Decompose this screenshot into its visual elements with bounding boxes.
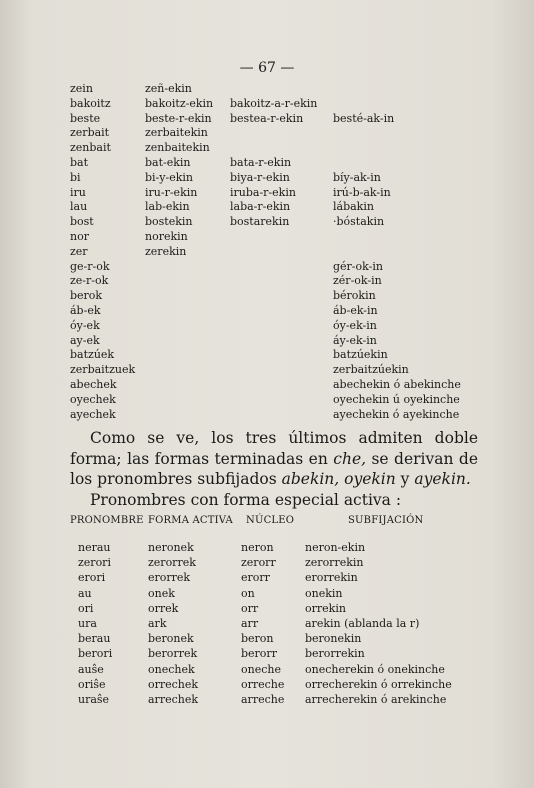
suffix-row-cell: bostarekin	[230, 215, 290, 229]
suffix-row-cell	[145, 334, 230, 349]
suffix-row	[70, 304, 461, 319]
suffix-row-cell: ·bóstakin	[333, 215, 385, 229]
suffix-row	[70, 126, 461, 141]
suffix-row-cell	[145, 289, 230, 304]
suffix-row-cell: bakoitz	[70, 96, 111, 110]
pronoun-row-cell: orrecherekin ó orrekinche	[305, 677, 452, 691]
suffix-row-cell	[145, 304, 230, 319]
pronoun-row-cell: oriŝe	[78, 677, 106, 691]
suffix-row-cell: zein	[70, 82, 93, 95]
suffix-row-cell: nor	[70, 229, 89, 243]
suffix-row-cell: ge-r-ok	[70, 259, 110, 273]
suffix-row-cell	[333, 245, 461, 260]
suffix-row	[70, 334, 461, 349]
header-nucleo: NÚCLEO	[246, 515, 295, 526]
pronoun-row-cell: arekin (ablanda la r)	[305, 617, 420, 631]
pronoun-row-cell: beron	[241, 632, 274, 646]
suffix-row-cell: ayechekin ó ayekinche	[333, 407, 460, 421]
suffix-row-cell: bérokin	[333, 289, 376, 303]
pronoun-row	[78, 540, 485, 555]
suffix-row-cell	[230, 348, 333, 363]
body-text	[70, 428, 478, 510]
pronoun-row-cell: berau	[78, 632, 111, 646]
suffix-row	[70, 112, 461, 127]
suffix-row-cell: bat	[70, 155, 89, 169]
suffix-row-cell: bakoitz-a-r-ekin	[230, 96, 318, 110]
suffix-row	[70, 82, 461, 97]
suffix-row-cell	[230, 245, 333, 260]
pronoun-row-cell: arrechek	[148, 693, 199, 707]
header-subfijacion: SUBFIJACIÓN	[348, 515, 424, 526]
suffix-row-cell	[230, 363, 333, 378]
suffix-row-cell	[145, 378, 230, 393]
header-forma-activa: FORMA ACTIVA	[148, 515, 233, 526]
suffix-row-cell: laba-r-ekin	[230, 200, 291, 214]
pronoun-row-cell: arr	[241, 617, 259, 631]
suffix-row-cell	[230, 230, 333, 245]
suffix-row-cell: bostekin	[145, 215, 193, 229]
paragraph-text: Como se ve, los tres últimos admiten doble forma; las formas terminadas en	[70, 429, 478, 468]
suffix-row-cell	[145, 319, 230, 334]
suffix-row-cell	[333, 97, 461, 112]
suffix-row-cell: beste	[70, 111, 101, 125]
pronoun-table-body	[78, 540, 485, 707]
pronoun-row-cell: zerorr	[241, 556, 276, 570]
pronoun-row-cell: beronek	[148, 632, 194, 646]
suffix-row-cell: lab-ekin	[145, 200, 190, 214]
pronoun-row	[78, 631, 485, 646]
pronoun-row-cell: onechek	[148, 662, 195, 676]
pronoun-row-cell: berori	[78, 647, 113, 661]
suffix-row-cell: iru-r-ekin	[145, 185, 198, 199]
pronoun-row-cell: nerau	[78, 541, 111, 554]
suffix-row-cell: batzúekin	[333, 348, 388, 362]
pronoun-row-cell: orr	[241, 601, 259, 615]
suffix-table-body	[70, 82, 461, 422]
suffix-row-cell	[333, 82, 461, 97]
suffix-row	[70, 319, 461, 334]
suffix-row-cell: óy-ek	[70, 318, 100, 332]
pronoun-row-cell: on	[241, 586, 255, 600]
suffix-row-cell: ayechek	[70, 407, 116, 421]
pronoun-row-cell: arreche	[241, 693, 285, 707]
suffix-row-cell: norekin	[145, 229, 188, 243]
suffix-row-cell	[230, 260, 333, 275]
suffix-row	[70, 230, 461, 245]
header-pronombre: PRONOMBRE	[70, 515, 144, 526]
pronoun-row	[78, 677, 485, 692]
suffix-row-cell: oyechek	[70, 392, 116, 406]
suffix-row-cell: beste-r-ekin	[145, 111, 212, 125]
suffix-row-cell	[230, 319, 333, 334]
suffix-row-cell: zerbaitzúekin	[333, 363, 409, 377]
pronoun-row-cell: berorrek	[148, 647, 198, 661]
paragraph-forma-activa: Pronombres con forma especial activa :	[90, 490, 402, 509]
suffix-row-cell	[145, 274, 230, 289]
suffix-row-cell: óy-ek-in	[333, 318, 377, 332]
pronoun-row-cell: neron	[241, 541, 274, 554]
suffix-row-cell: biya-r-ekin	[230, 170, 290, 184]
pronoun-row-cell: au	[78, 586, 92, 600]
pronoun-row-cell: beronekin	[305, 632, 362, 646]
pronoun-row-cell: onecherekin ó onekinche	[305, 662, 445, 676]
pronoun-row-cell: onek	[148, 586, 175, 600]
suffix-row-cell: áb-ek	[70, 303, 101, 317]
suffix-row	[70, 393, 461, 408]
suffix-row-cell	[230, 289, 333, 304]
suffix-row-cell: bi	[70, 170, 81, 184]
suffix-row-cell: berok	[70, 289, 103, 303]
suffix-row-cell	[333, 141, 461, 156]
page-number: — 67 —	[239, 60, 295, 76]
suffix-row	[70, 200, 461, 215]
pronoun-row-cell: orrekin	[305, 601, 346, 615]
suffix-row-cell: iruba-r-ekin	[230, 185, 296, 199]
pronoun-row	[78, 692, 485, 707]
pronoun-row	[78, 601, 485, 616]
suffix-row-cell: zerbait	[70, 126, 110, 140]
suffix-row-cell: besté-ak-in	[333, 111, 395, 125]
suffix-row	[70, 363, 461, 378]
suffix-row-cell: zenbait	[70, 141, 111, 155]
suffix-row-cell: oyechekin ú oyekinche	[333, 392, 460, 406]
pronoun-row-cell: zerorrek	[148, 556, 196, 570]
suffix-row-cell	[333, 156, 461, 171]
suffix-row-cell	[145, 408, 230, 423]
suffix-row-cell	[230, 274, 333, 289]
suffix-row-cell	[230, 393, 333, 408]
suffix-row-cell	[230, 334, 333, 349]
suffix-row-cell	[230, 408, 333, 423]
pronoun-row-cell: ori	[78, 601, 94, 615]
pronoun-row-cell: erorrekin	[305, 571, 358, 585]
suffix-row	[70, 171, 461, 186]
pronoun-row-cell: erorrek	[148, 571, 191, 585]
pronoun-row-cell: uraŝe	[78, 693, 110, 707]
suffix-row-cell: gér-ok-in	[333, 259, 383, 273]
suffix-row	[70, 186, 461, 201]
pronoun-row-cell: auŝe	[78, 662, 104, 676]
suffix-row-cell: bíy-ak-in	[333, 170, 381, 184]
suffix-row-cell: zerbaitekin	[145, 126, 208, 140]
pronoun-row	[78, 616, 485, 631]
suffix-row-cell: bat-ekin	[145, 155, 191, 169]
pronoun-row-cell: orrechek	[148, 677, 199, 691]
pronoun-row-cell: oneche	[241, 662, 281, 676]
suffix-row	[70, 97, 461, 112]
suffix-row-cell: iru	[70, 185, 86, 199]
suffix-row	[70, 245, 461, 260]
suffix-row	[70, 274, 461, 289]
suffix-row-cell	[230, 304, 333, 319]
suffix-row-cell	[145, 260, 230, 275]
suffix-row-cell: irú-b-ak-in	[333, 185, 391, 199]
suffix-row-cell: zér-ok-in	[333, 274, 382, 288]
suffix-row-cell: lábakin	[333, 200, 374, 214]
suffix-row-cell	[230, 141, 333, 156]
pronoun-row-cell: ura	[78, 617, 97, 631]
pronoun-row-cell: neronek	[148, 541, 194, 554]
suffix-row-cell: zeñ-ekin	[145, 82, 192, 95]
suffix-row-cell: ze-r-ok	[70, 274, 109, 288]
pronoun-table	[78, 540, 485, 707]
suffix-row-cell: zerekin	[145, 244, 187, 258]
pronoun-row-cell: orreche	[241, 677, 285, 691]
suffix-row	[70, 348, 461, 363]
suffix-row-cell	[230, 378, 333, 393]
suffix-table	[70, 82, 461, 422]
pronoun-row	[78, 555, 485, 570]
pronoun-row	[78, 570, 485, 585]
pronoun-row-cell: orrek	[148, 601, 179, 615]
pronoun-row-cell: onekin	[305, 586, 343, 600]
suffix-row	[70, 156, 461, 171]
suffix-row-cell: abechekin ó abekinche	[333, 377, 461, 391]
pronoun-row-cell: erorr	[241, 571, 270, 585]
pronoun-row-cell: ark	[148, 617, 167, 631]
suffix-row-cell: bestea-r-ekin	[230, 111, 304, 125]
pronoun-row-cell: zerori	[78, 556, 111, 570]
suffix-row-cell: zer	[70, 244, 88, 258]
paragraph-text: se derivan de los pronombres subfijados	[70, 449, 478, 489]
suffix-row-cell: abechek	[70, 377, 117, 391]
suffix-row	[70, 408, 461, 423]
pronoun-row	[78, 586, 485, 601]
pronoun-row-cell: berorr	[241, 647, 277, 661]
suffix-row-cell: bost	[70, 215, 94, 229]
suffix-row-cell: áy-ek-in	[333, 333, 377, 347]
pronoun-row-cell: erori	[78, 571, 106, 585]
suffix-row	[70, 378, 461, 393]
paragraph-text: y	[395, 470, 415, 489]
suffix-row-cell	[145, 393, 230, 408]
suffix-row-cell: bata-r-ekin	[230, 155, 292, 169]
suffix-row	[70, 215, 461, 230]
suffix-row-cell	[230, 126, 333, 141]
italic-term: che,	[333, 449, 367, 468]
suffix-row-cell	[333, 126, 461, 141]
pronoun-row-cell: zerorrekin	[305, 556, 364, 570]
suffix-row-cell	[145, 363, 230, 378]
suffix-row-cell	[145, 348, 230, 363]
suffix-row-cell	[230, 82, 333, 97]
suffix-row-cell: batzúek	[70, 348, 115, 362]
suffix-row	[70, 289, 461, 304]
italic-term: abekin, oyekin	[281, 470, 396, 489]
suffix-row-cell: lau	[70, 200, 88, 214]
suffix-row-cell: áb-ek-in	[333, 303, 378, 317]
suffix-row	[70, 141, 461, 156]
suffix-row	[70, 260, 461, 275]
suffix-row-cell: bi-y-ekin	[145, 170, 193, 184]
pronoun-row	[78, 646, 485, 661]
suffix-row-cell: ay-ek	[70, 333, 100, 347]
suffix-row-cell: zerbaitzuek	[70, 363, 136, 377]
italic-term: ayekin.	[414, 470, 471, 489]
suffix-row-cell	[333, 230, 461, 245]
suffix-row-cell: bakoitz-ekin	[145, 96, 214, 110]
suffix-row-cell: zenbaitekin	[145, 141, 210, 155]
pronoun-row-cell: berorrekin	[305, 647, 365, 661]
paragraph-doble-forma	[70, 428, 478, 490]
pronoun-row	[78, 662, 485, 677]
pronoun-row-cell: neron-ekin	[305, 541, 366, 554]
pronoun-row-cell: arrecherekin ó arekinche	[305, 693, 447, 707]
